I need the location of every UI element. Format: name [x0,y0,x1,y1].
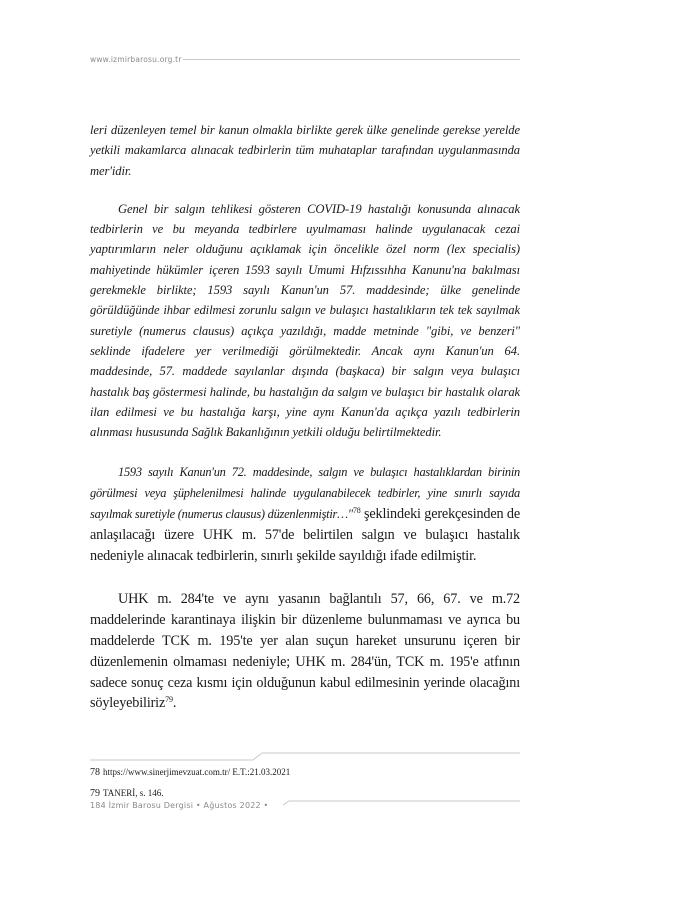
quarantine-end: . [172,695,177,712]
quarantine-text: UHK m. 284'te ve aynı yasanın bağlantılı 57, 66, 67. ve m.72 maddelerinde karantinaya ilişkin bir düzenleme bulunmaması ve ayrıca bu maddelerde TCK m. 195'te yer alan suçun hareket unsurunu içeren bir düzenlemenin olmaması nedeniyle; UHK m. 284'ün, TCK m. 195'e atfının sadece sonuç ceza kısmı için olduğunun kabul edilmesinin yerinde olacağını söyleyebiliriz [90,591,520,712]
footnote-79 [90,786,520,801]
footnote-separator [90,752,520,762]
article-72-quote: 1593 sayılı Kanun'un 72. maddesinde, salgın ve bulaşıcı hastalıklardan birinin görülmesi veya şüphelenilmesi halinde uygulanabilecek tedbirler, yine sınırlı sayıda sayılmak suretiyle (numerus clausus) düzenlenmiştir…" [90,465,520,522]
footer-rule [283,800,520,810]
page-footer: 184 İzmir Barosu Dergisi • Ağustos 2022 • [90,801,269,810]
footnote-number: 79 [90,788,100,799]
footnote-number: 78 [90,767,100,778]
footnotes [90,765,520,801]
footnote-78 [90,765,520,780]
paragraph-continuation: leri düzenleyen temel bir kanun olmakla birlikte gerek ülke genelinde gerekse yerelde yetkili makamlarca alınacak tedbirlerin tüm muhataplar tarafından uygulanmasında mer'idir. [90,123,520,178]
header-url: www.izmirbarosu.org.tr [90,55,182,64]
footnote-text: TANERİ, s. 146. [103,788,164,798]
footnote-text: https://www.sinerjimevzuat.com.tr/ E.T.:21.03.2021 [103,767,291,777]
article-72-commentary: şeklindeki gerekçesinden de anlaşılacağı üzere UHK m. 57'de belirtilen salgın ve bulaşıcı hastalık nedeniyle alınacak tedbirlerin, sınırlı şekilde sayıldığı ifade edilmiştir. [90,506,520,564]
paragraph-covid-measures: Genel bir salgın tehlikesi gösteren COVID-19 hastalığı konusunda alınacak tedbirlerin ve bu meyanda tedbirlere uyulmaması halinde uygulanacak cezai yaptırımların neler olduğunu açıklamak için öncelikle özel norm (lex specialis) mahiyetinde hükümler içeren 1593 sayılı Umumi Hıfzıssıhha Kanunu'na bakılması gerekmekle birlikte; 1593 sayılı Kanun'un 57. maddesinde; ülke genelinde görüldüğünde ihbar edilmesi zorunlu salgın ve bulaşıcı hastalıkların tek tek sayılmak suretiyle (numerus clausus) açıkça yazıldığı, madde metninde "gibi, ve benzeri" seklinde ifadelere yer verilmediği görülmektedir. Ancak aynı Kanun'un 64. maddesinde, 57. maddede sayılanlar dışında (başkaca) bir salgın veya bulaşıcı hastalık baş göstermesi halinde, bu hastalığın da salgın ve bulaşıcı bir hastalık olarak ilan edilmesi ve bu hastalığa karşı, yine aynı Kanun'da açıkça yazılı tedbirlerin alınması hususunda Sağlık Bakanlığının yetkili olduğu belirtilmektedir. [90,201,520,440]
paragraph-quarantine [90,589,520,714]
paragraph-article-72 [90,462,520,566]
header-rule [183,59,520,60]
footnote-ref-78[interactable]: 78 [352,506,361,516]
page-body [90,120,520,714]
footnote-ref-79[interactable]: 79 [165,695,173,705]
